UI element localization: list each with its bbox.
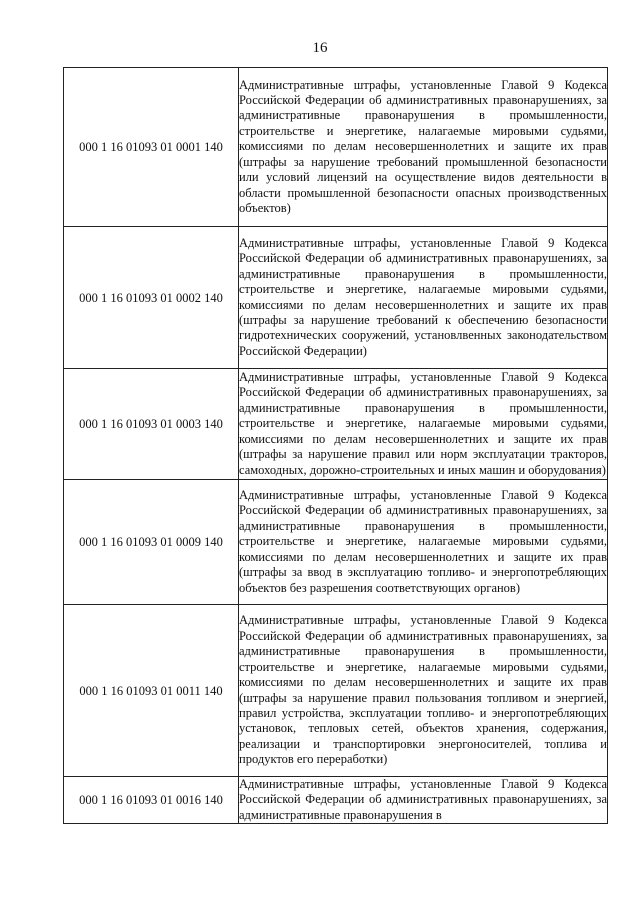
- budget-code: 000 1 16 01093 01 0009 140: [64, 480, 239, 605]
- page-number: 16: [312, 40, 328, 56]
- budget-codes-table: [63, 67, 608, 824]
- code-description: Административные штрафы, установленные Главой 9 Кодекса Российской Федерации об административных правонарушениях, за административные правонарушения в промышленности, строительстве и энергетике, налагаемые мировыми судьями, комиссиями по делам несовершеннолетних и защите их прав (штрафы за ввод в эксплуатацию топливо- и энергопотребляющих объектов без разрешения соответствующих органов): [239, 480, 608, 605]
- code-description: Административные штрафы, установленные Главой 9 Кодекса Российской Федерации об административных правонарушениях, за административные правонарушения в промышленности, строительстве и энергетике, налагаемые мировыми судьями, комиссиями по делам несовершеннолетних и защите их прав (штрафы за нарушение требований промышленной безопасности или условий лицензий на осуществление видов деятельности в области промышленной безопасности опасных производственных объектов): [239, 68, 608, 227]
- budget-code: 000 1 16 01093 01 0002 140: [64, 227, 239, 369]
- code-description: Административные штрафы, установленные Главой 9 Кодекса Российской Федерации об административных правонарушениях, за административные правонарушения в: [239, 777, 607, 822]
- table-row: [64, 369, 608, 480]
- table-row: [64, 777, 608, 824]
- table-row: [64, 68, 608, 227]
- code-description: Административные штрафы, установленные Главой 9 Кодекса Российской Федерации об административных правонарушениях, за административные правонарушения в промышленности, строительстве и энергетике, налагаемые мировыми судьями, комиссиями по делам несовершеннолетних и защите их прав (штрафы за нарушение требований к обеспечению безопасности гидротехнических сооружений, установлвенных законодательством Российской Федерации): [239, 227, 608, 369]
- code-description: Административные штрафы, установленные Главой 9 Кодекса Российской Федерации об административных правонарушениях, за административные правонарушения в промышленности, строительстве и энергетике, налагаемые мировыми судьями, комиссиями по делам несовершеннолетних и защите их прав (штрафы за нарушение правил пользования топливом и энергией, правил устройства, эксплуатации топливо- и энергопотребляющих установок, тепловых сетей, объектов хранения, содержания, реализации и транспортировки энергоносителей, топлива и продуктов его переработки): [239, 605, 608, 777]
- budget-code: 000 1 16 01093 01 0016 140: [64, 777, 239, 824]
- code-description: Административные штрафы, установленные Главой 9 Кодекса Российской Федерации об административных правонарушениях, за административные правонарушения в промышленности, строительстве и энергетике, налагаемые мировыми судьями, комиссиями по делам несовершеннолетних и защите их прав (штрафы за нарушение правил или норм эксплуатации тракторов, самоходных, дорожно-строительных и иных машин и оборудования): [239, 369, 608, 480]
- table-row: [64, 480, 608, 605]
- budget-code: 000 1 16 01093 01 0003 140: [64, 369, 239, 480]
- table-row: [64, 227, 608, 369]
- code-description-cell: [239, 777, 608, 824]
- budget-code: 000 1 16 01093 01 0011 140: [64, 605, 239, 777]
- table-row: [64, 605, 608, 777]
- budget-code: 000 1 16 01093 01 0001 140: [64, 68, 239, 227]
